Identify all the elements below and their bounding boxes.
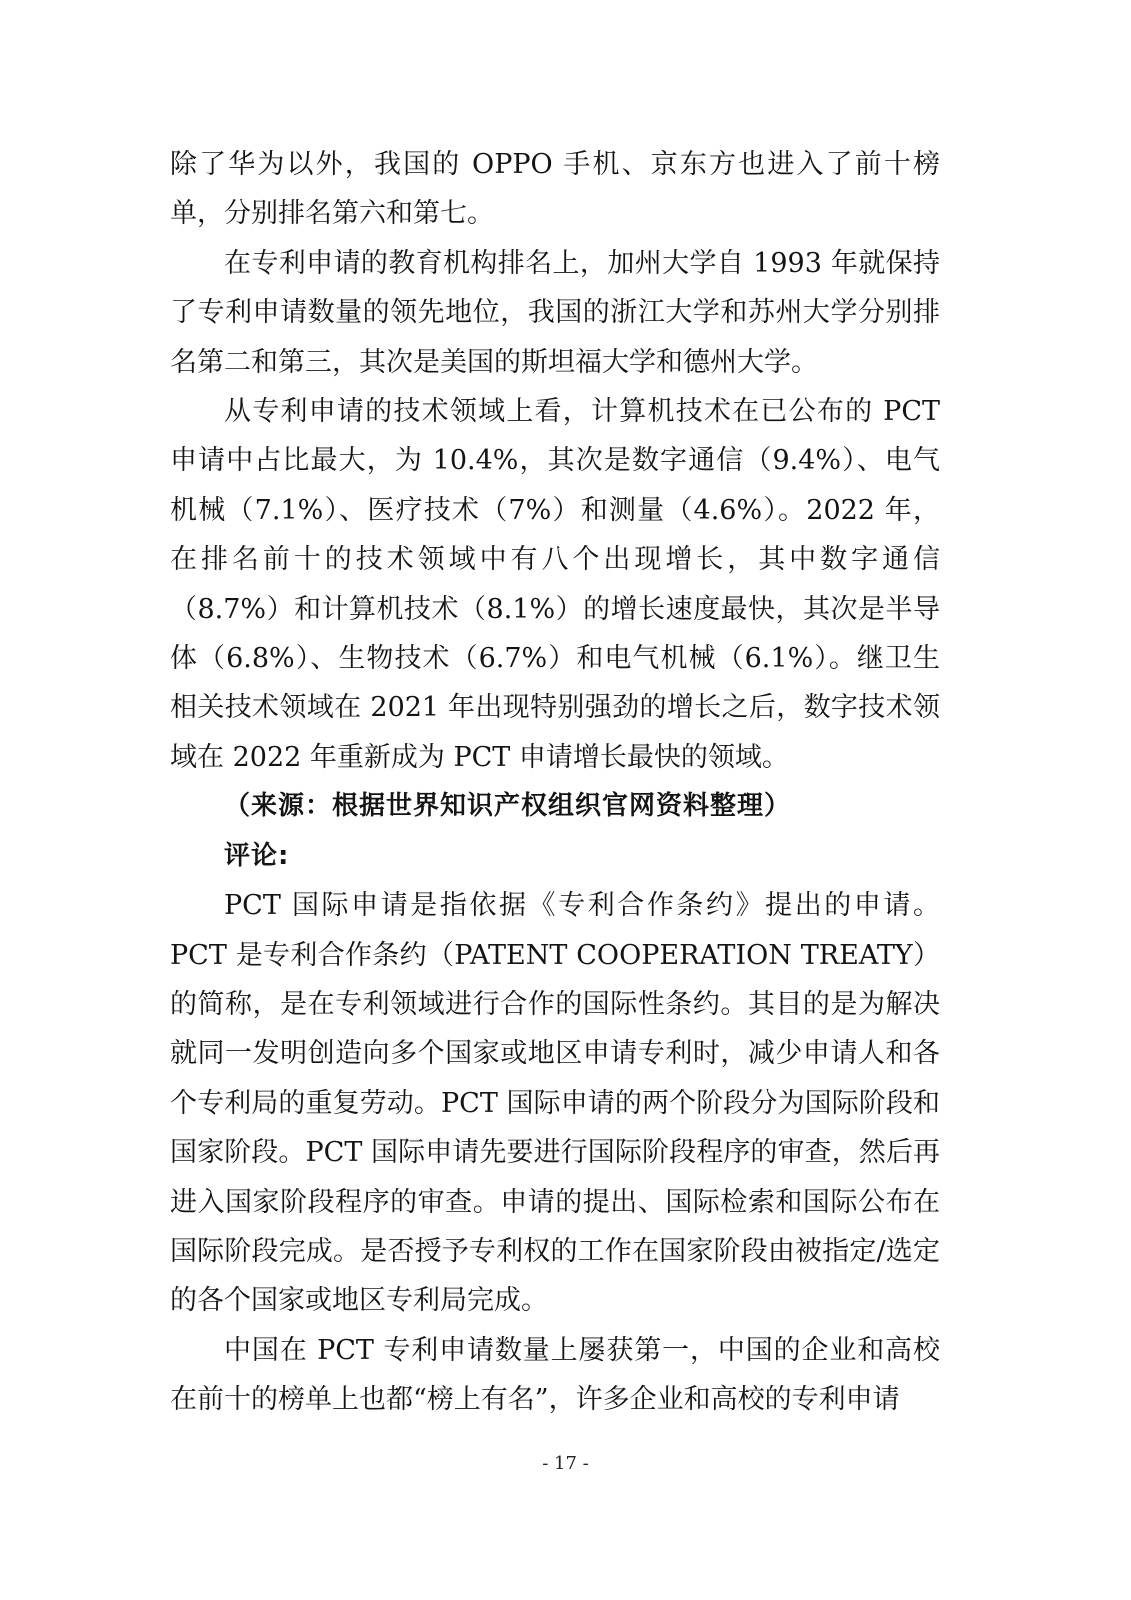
source-note: （来源：根据世界知识产权组织官网资料整理） [224, 791, 792, 822]
paragraph-university-ranking: 在专利申请的教育机构排名上，加州大学自 1993 年就保持了专利申请数量的领先地位，我国的浙江大学和苏州大学分别排名第二和第三，其次是美国的斯坦福大学和德州大学。 [170, 247, 940, 378]
paragraph-china-pct: 中国在 PCT 专利申请数量上屡获第一，中国的企业和高校在前十的榜单上也都“榜上有名”，许多企业和高校的专利申请 [170, 1334, 940, 1416]
body-text [170, 140, 940, 1425]
paragraph-technology-fields: 从专利申请的技术领域上看，计算机技术在已公布的 PCT 申请中占比最大，为 10.4%，其次是数字通信（9.4%）、电气机械（7.1%）、医疗技术（7%）和测量（4.6%）。2022 年，在排名前十的技术领域中有八个出现增长，其中数字通信（8.7%）和计算机技术（8.1%）的增长速度最快，其次是半导体（6.8%）、生物技术（6.7%）和电气机械（6.1%）。继卫生相关技术领域在 2021 年出现特别强劲的增长之后，数字技术领域在 2022 年重新成为 PCT 申请增长最快的领域。 [170, 396, 940, 773]
paragraph-continuation: 除了华为以外，我国的 OPPO 手机、京东方也进入了前十榜单，分别排名第六和第七。 [170, 149, 940, 230]
comment-heading: 评论: [224, 840, 290, 871]
page-number: - 17 - [542, 1453, 589, 1474]
paragraph-pct-definition: PCT 国际申请是指依据《专利合作条约》提出的申请。PCT 是专利合作条约（PATENT COOPERATION TREATY）的简称，是在专利领域进行合作的国际性条约。其目的是为解决就同一发明创造向多个国家或地区申请专利时，减少申请人和各个专利局的重复劳动。PCT 国际申请的两个阶段分为国际阶段和国家阶段。PCT 国际申请先要进行国际阶段程序的审查，然后再进入国家阶段程序的审查。申请的提出、国际检索和国际公布在国际阶段完成。是否授予专利权的工作在国家阶段由被指定/选定的各个国家或地区专利局完成。 [170, 890, 940, 1317]
